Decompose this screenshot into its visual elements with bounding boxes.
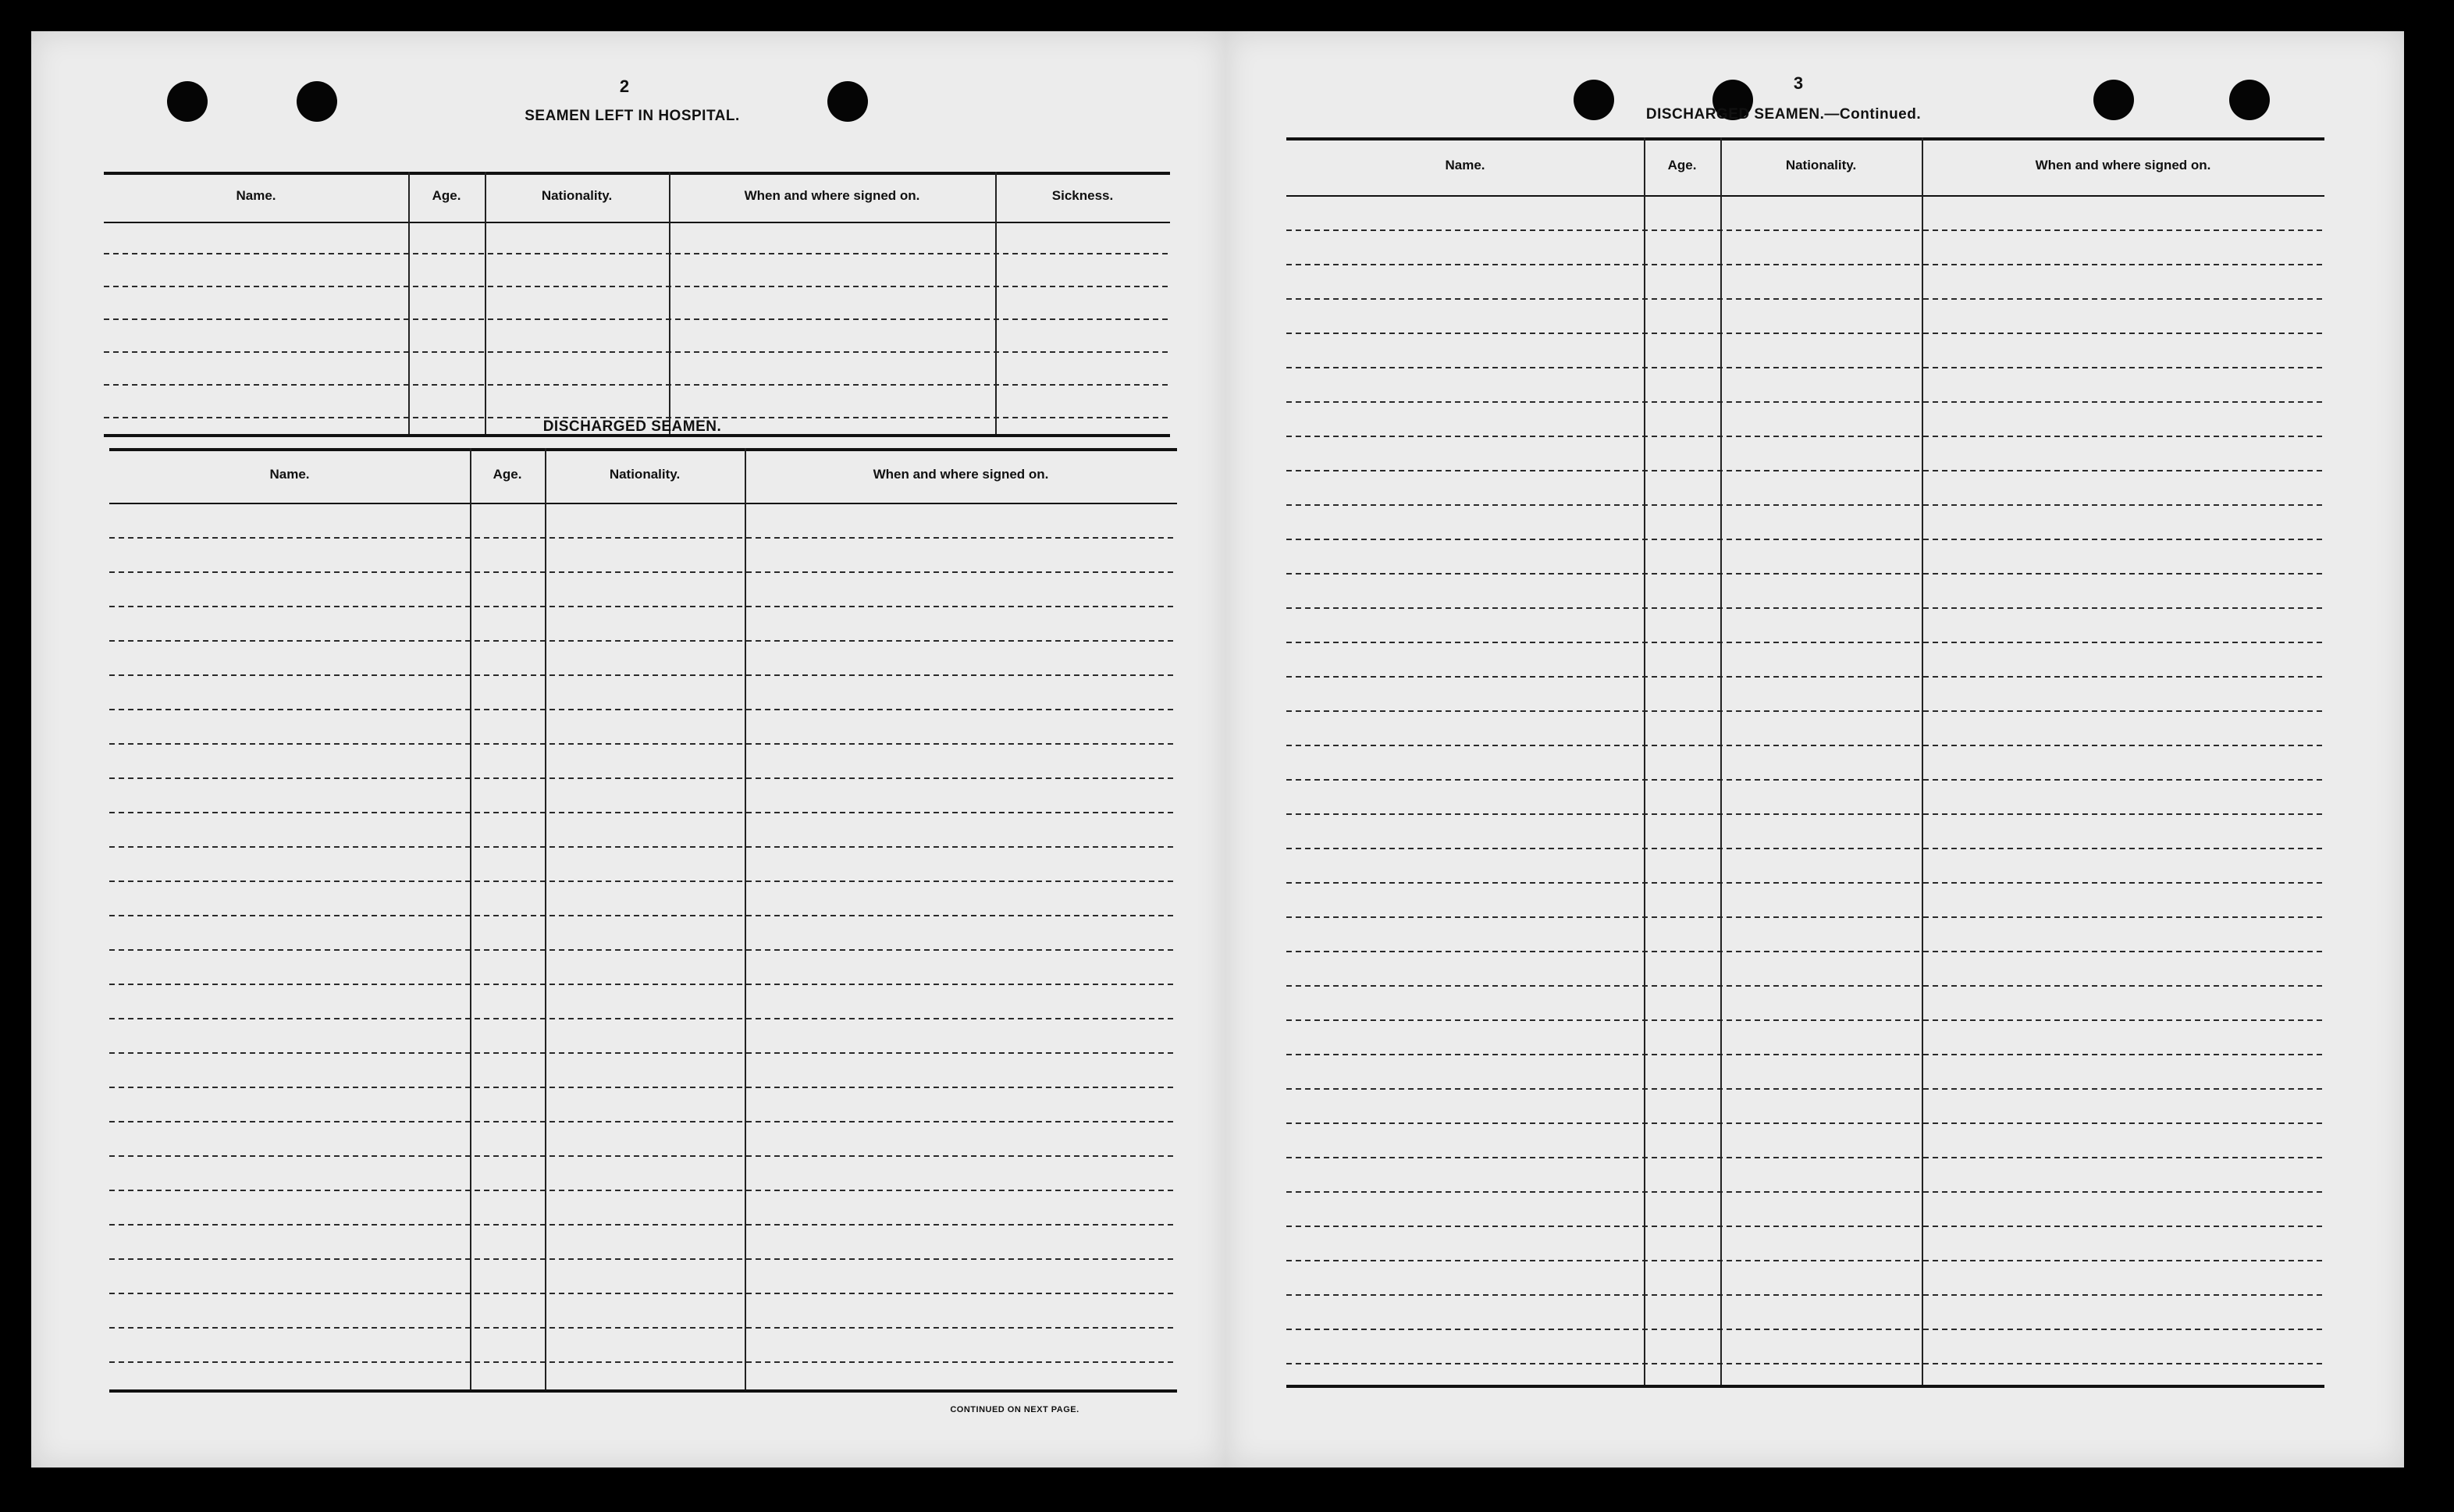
- left-page: [31, 31, 1225, 1468]
- right-page: [1225, 31, 2404, 1468]
- column-header-nationality: Nationality.: [609, 467, 681, 482]
- column-header-age: Age.: [493, 467, 522, 482]
- discharged-section-title: DISCHARGED SEAMEN.: [542, 418, 722, 435]
- column-header-signed-on: When and where signed on.: [873, 467, 1049, 482]
- column-header-nationality: Nationality.: [541, 188, 613, 203]
- hospital-section-title: SEAMEN LEFT IN HOSPITAL.: [525, 108, 740, 124]
- column-header-name: Name.: [269, 467, 310, 482]
- continued-note: CONTINUED ON NEXT PAGE.: [950, 1405, 1079, 1414]
- page-number: 3: [1793, 73, 1804, 93]
- punch-hole: [297, 81, 337, 122]
- column-header-nationality: Nationality.: [1785, 158, 1857, 173]
- column-header-sickness: Sickness.: [1051, 188, 1114, 203]
- column-header-age: Age.: [1667, 158, 1697, 173]
- punch-hole: [2093, 80, 2134, 120]
- hospital-table: [104, 172, 1170, 437]
- column-header-signed-on: When and where signed on.: [744, 188, 920, 203]
- discharged-table: [109, 448, 1177, 1397]
- column-header-age: Age.: [432, 188, 461, 203]
- punch-hole: [827, 81, 868, 122]
- column-header-name: Name.: [236, 188, 276, 203]
- discharged-continued-table: [1286, 137, 2324, 1402]
- column-header-signed-on: When and where signed on.: [2035, 158, 2211, 173]
- punch-hole: [167, 81, 208, 122]
- page-number: 2: [619, 76, 630, 96]
- column-header-name: Name.: [1445, 158, 1485, 173]
- punch-hole: [2229, 80, 2270, 120]
- discharged-continued-title: DISCHARGED SEAMEN.—Continued.: [1645, 106, 1922, 123]
